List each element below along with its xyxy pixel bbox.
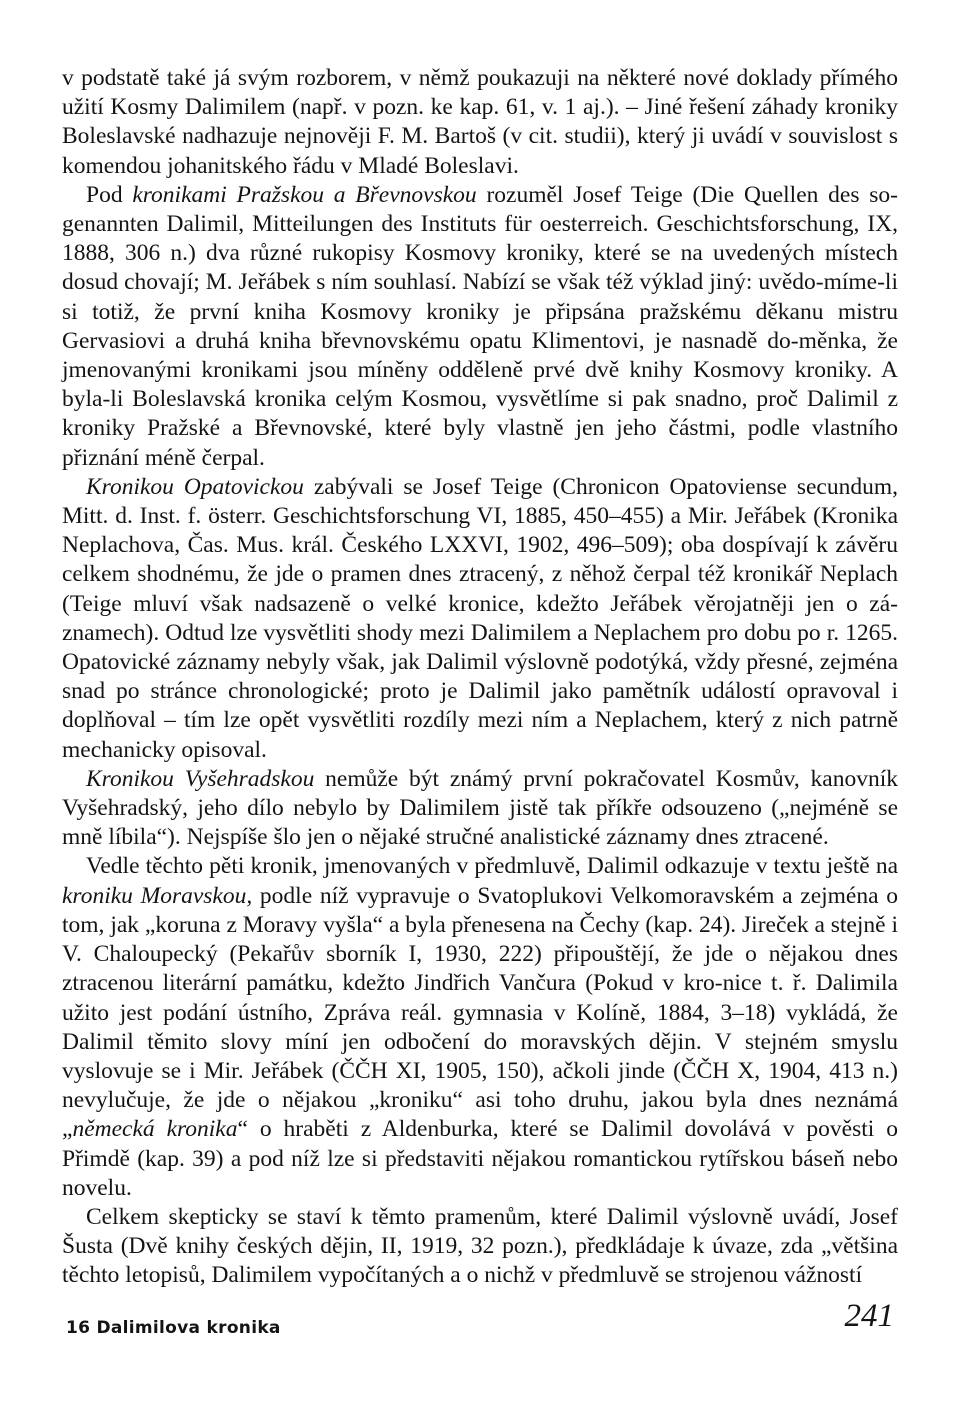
printer-signature: 16 Dalimilova kronika — [66, 1318, 281, 1338]
paragraph — [62, 765, 898, 853]
page-number: 241 — [844, 1298, 894, 1334]
paragraph — [62, 1203, 898, 1291]
paragraph — [62, 64, 898, 181]
text-span: rozuměl Josef Teige (Die Quellen des so-genannten Dalimil, Mitteilungen des Instituts für oesterreich. Geschichtsforschung, IX, 1888, 306 n.) dva různé rukopisy Kosmovy kroniky, které se na uvedených místech dosud chovají; M. Jeřábek s ním souhlasí. Nabízí se však též výklad jiný: uvědo-míme-li si totiž, že první kniha Kosmovy kroniky je připsána pražskému děkanu mistru Gervasiovi a druhá kniha břevnovskému opatu Klimentovi, je nasnadě do-měnka, že jmenovanými kronikami jsou míněny odděleně prvé dvě knihy Kosmovy kroniky. A byla-li Boleslavská kronika celým Kosmou, vysvětlíme si pak snadno, proč Dalimil z kroniky Pražské a Břevnovské, které byly vlastně jen jeho částmi, podle vlastního přiznání méně čerpal. — [62, 181, 898, 471]
paragraph — [62, 852, 898, 1202]
text-span: v podstatě také já svým rozborem, v němž poukazuji na některé nové doklady přímého užití Kosmy Dalimilem (např. v pozn. ke kap. 61, v. 1 aj.). – Jiné řešení záhady kroniky Boleslavské nadhazuje nejnověji F. M. Bartoš (v cit. studii), který ji uvádí v souvislost s komendou johanitského řádu v Mladé Boleslavi. — [62, 65, 898, 179]
text-span: nemůže být známý první pokračovatel Kosmův, kanovník Vyšehradský, jeho dílo nebylo by Dalimilem jistě tak příkře odsouzeno („nejméně se mně líbila“). Nejspíše šlo jen o nějaké stručné analistické záznamy dnes ztracené. — [62, 765, 898, 851]
text-span: Celkem skepticky se staví k těmto pramenům, které Dalimil výslovně uvádí, Josef Šusta (Dvě knihy českých dějin, II, 1919, 32 pozn.), předkládaje k úvaze, zda „většina těchto letopisů, Dalimilem vypočítaných a o nichž v předmluvě se strojenou vážností — [62, 1203, 898, 1289]
italic-text-span: Kronikou Vyšehradskou — [86, 765, 315, 792]
text-span: Pod — [86, 181, 133, 208]
body-text — [62, 64, 898, 1291]
italic-text-span: Kronikou Opatovickou — [86, 473, 304, 500]
paragraph — [62, 473, 898, 765]
paragraph — [62, 181, 898, 473]
page-footer — [66, 1298, 894, 1348]
text-span: zabývali se Josef Teige (Chronicon Opatoviense secundum, Mitt. d. Inst. f. österr. Geschichtsforschung VI, 1885, 450–455) a Mir. Jeřábek (Kronika Neplachova, Čas. Mus. král. Českého LXXVI, 1902, 496–509); oba dospívají k závěru celkem shodnému, že jde o pramen dnes ztracený, z něhož čerpal též kronikář Neplach (Teige mluví však nadsazeně o velké kronice, kdežto Jeřábek věrojatněji jen o zá-znamech). Odtud lze vysvětliti shody mezi Dalimilem a Neplachem pro dobu po r. 1265. Opatovické záznamy nebyly však, jak Dalimil výslovně podotýká, vždy přesné, zejména snad po stránce chronologické; proto je Dalimil jako pamětník událostí opravoval i doplňoval – tím lze opět vysvětliti rozdíly mezi ním a Neplachem, který z nich patrně mechanicky opisoval. — [62, 473, 899, 763]
text-span: podle níž vypravuje o Svatoplukovi Velkomoravském a zejména o tom, jak „koruna z Moravy vyšla“ a byla přenesena na Čechy (kap. 24). Jireček a stejně i V. Chaloupecký (Pekařův sborník I, 1930, 222) připouštějí, že jde o nějakou dnes ztracenou literární památku, kdežto Jindřich Vančura (Pokud v kro-nice t. ř. Dalimila užito jest podání ústního, Zpráva reál. gymnasia v Kolíně, 1884, 3–18) vykládá, že Dalimil těmito slovy míní jen odbočení do moravských dějin. V stejném smyslu vyslovuje se i Mir. Jeřábek (ČČH XI, 1905, 150), ačkoli jinde (ČČH X, 1904, 413 n.) nevylučuje, že jde o nějakou „kroniku“ asi toho druhu, jakou byla dnes neznámá „ — [62, 882, 898, 1143]
text-span: Vedle těchto pěti kronik, jmenovaných v předmluvě, Dalimil odkazuje v textu ještě na — [86, 853, 898, 880]
italic-text-span: kronikami Pražskou a Břevnovskou — [132, 181, 477, 208]
text-span: “ o hraběti z Aldenburka, které se Dalimil dovolává v pověsti o Přimdě (kap. 39) a pod níž lze si představiti nějakou romantickou rytířskou báseň nebo novelu. — [62, 1116, 899, 1201]
italic-text-span: kroniku Moravskou, — [62, 882, 253, 909]
italic-text-span: německá kronika — [72, 1116, 238, 1143]
